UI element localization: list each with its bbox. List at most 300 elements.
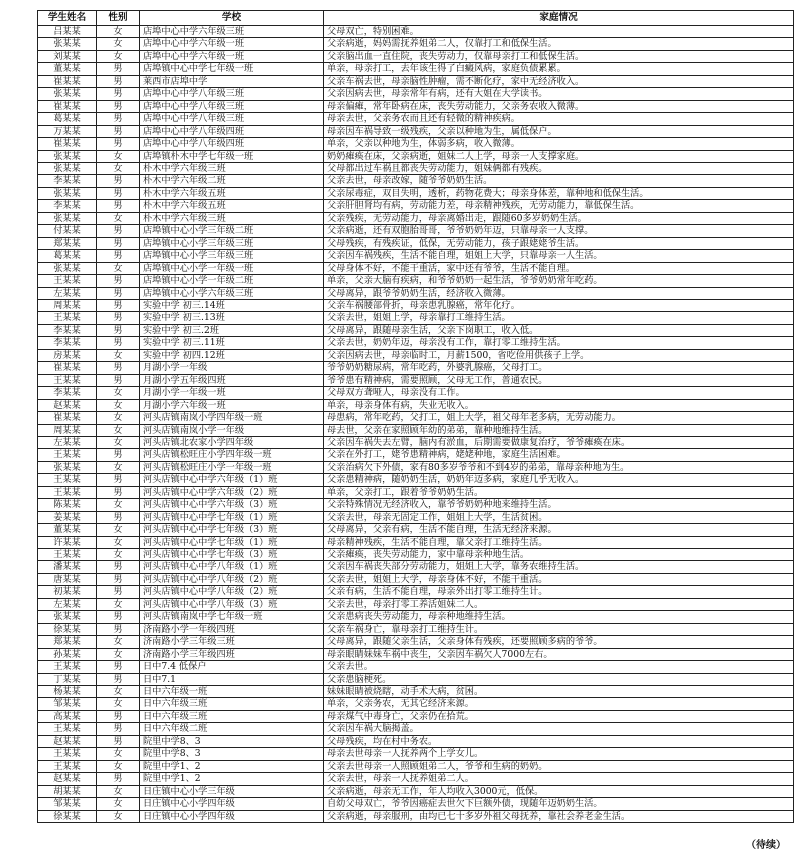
table-row (38, 760, 794, 772)
cell-family: 妹妹眼睛被烧瞎，动手术大病，贫困。 (324, 686, 794, 698)
cell-sex: 男 (97, 88, 140, 100)
cell-school: 月湖小学一年级 (140, 362, 324, 374)
cell-school: 河头店镇中心中学七年级（1）班 (140, 511, 324, 523)
cell-name: 张某某 (38, 611, 97, 623)
cell-name: 张某某 (38, 187, 97, 199)
cell-name: 王某某 (38, 723, 97, 735)
cell-school: 朴木中学六年级三班 (140, 162, 324, 174)
cell-family: 母患病，常年吃药，父打工，姐上大学，祖父母年老多病，无劳动能力。 (324, 412, 794, 424)
table-row (38, 299, 794, 311)
table-row (38, 511, 794, 523)
cell-school: 朴木中学六年级三班 (140, 212, 324, 224)
table-row (38, 549, 794, 561)
cell-name: 付某某 (38, 225, 97, 237)
cell-name: 万某某 (38, 125, 97, 137)
cell-sex: 女 (97, 686, 140, 698)
cell-school: 莱西市店埠中学 (140, 75, 324, 87)
cell-family: 父亲患病丧失劳动能力，母亲种地维持生活。 (324, 611, 794, 623)
cell-sex: 男 (97, 200, 140, 212)
table-row (38, 237, 794, 249)
cell-family: 父母离异，跟爷爷奶奶生活，经济收入微薄。 (324, 287, 794, 299)
cell-sex: 女 (97, 598, 140, 610)
table-row (38, 175, 794, 187)
cell-sex: 女 (97, 698, 140, 710)
cell-name: 邹某某 (38, 698, 97, 710)
cell-sex: 男 (97, 511, 140, 523)
cell-family: 父亲瘫痪，丧失劳动能力，家中靠母亲种地生活。 (324, 549, 794, 561)
cell-sex: 女 (97, 150, 140, 162)
cell-school: 济南路小学三年级四班 (140, 648, 324, 660)
cell-sex: 女 (97, 436, 140, 448)
cell-name: 董某某 (38, 63, 97, 75)
cell-school: 实验中学 初四.12班 (140, 349, 324, 361)
cell-family: 单亲，母亲打工，去年该生得了白癜风病，家庭负债累累。 (324, 63, 794, 75)
cell-name: 李某某 (38, 175, 97, 187)
continued-note: （待续） (746, 840, 786, 851)
cell-sex: 女 (97, 262, 140, 274)
cell-school: 河头店镇中心中学八年级（2）班 (140, 586, 324, 598)
cell-sex: 男 (97, 449, 140, 461)
cell-sex: 男 (97, 75, 140, 87)
table-row (38, 436, 794, 448)
cell-sex: 女 (97, 499, 140, 511)
table-row (38, 125, 794, 137)
table-row (38, 113, 794, 125)
cell-name: 张某某 (38, 88, 97, 100)
cell-sex: 女 (97, 349, 140, 361)
cell-family: 父母都出过车祸且都丧失劳动能力，姐妹俩都有残疾。 (324, 162, 794, 174)
cell-name: 李某某 (38, 337, 97, 349)
cell-school: 店埠镇中心小学三年级二班 (140, 225, 324, 237)
cell-family: 父亲去世，姐姐上大学，母亲身体不好，不能干重活。 (324, 573, 794, 585)
table-row (38, 773, 794, 785)
cell-name: 崔某某 (38, 412, 97, 424)
cell-school: 实验中学 初三.2班 (140, 324, 324, 336)
cell-family: 父亲车祸腰部骨折，母亲患乳腺癌，常年化疗。 (324, 299, 794, 311)
cell-sex: 女 (97, 524, 140, 536)
cell-sex: 男 (97, 138, 140, 150)
cell-sex: 女 (97, 162, 140, 174)
table-row (38, 374, 794, 386)
cell-name: 高某某 (38, 710, 97, 722)
cell-family: 母亲去世母亲一人抚养两个上学女儿。 (324, 748, 794, 760)
table-row (38, 486, 794, 498)
cell-school: 河头店镇中心中学六年级（2）班 (140, 486, 324, 498)
cell-family: 父亲病逝，母亲服刑，由均已七十多岁外祖父母抚养，靠社会养老金生活。 (324, 810, 794, 822)
cell-family: 父亲脑出血一直住院，丧失劳动力，仅靠母亲打工和低保生活。 (324, 50, 794, 62)
cell-family: 母亲眼睛妹妹车祸中丧生，父亲因车祸欠人7000左右。 (324, 648, 794, 660)
cell-family: 父亲残疾，无劳动能力，母亲离婚出走，跟随60多岁奶奶生活。 (324, 212, 794, 224)
cell-family: 母亲煤气中毒身亡，父亲仍在拾荒。 (324, 710, 794, 722)
cell-family: 父亲尿毒症，双目失明，透析，药物花费大；母亲身体差，靠种地和低保生活。 (324, 187, 794, 199)
header-school: 学校 (140, 11, 324, 26)
cell-sex: 男 (97, 225, 140, 237)
cell-school: 实验中学 初三.14班 (140, 299, 324, 311)
cell-family: 父亲去世，母亲改嫁，随爷爷奶奶生活。 (324, 175, 794, 187)
cell-school: 日中7.1 (140, 673, 324, 685)
cell-school: 日中六年级一班 (140, 686, 324, 698)
cell-school: 实验中学 初三.11班 (140, 337, 324, 349)
table-row (38, 748, 794, 760)
cell-sex: 男 (97, 250, 140, 262)
cell-family: 父亲去世，母亲打零工养活姐妹二人。 (324, 598, 794, 610)
cell-school: 河头店镇松旺庄小学一年级一班 (140, 461, 324, 473)
cell-sex: 男 (97, 623, 140, 635)
cell-school: 月湖小学五年级四班 (140, 374, 324, 386)
cell-sex: 男 (97, 573, 140, 585)
cell-family: 自幼父母双亡，爷爷因癌症去世欠下巨额外债，现随年迈奶奶生活。 (324, 798, 794, 810)
cell-name: 王某某 (38, 374, 97, 386)
cell-name: 左某某 (38, 598, 97, 610)
cell-sex: 女 (97, 412, 140, 424)
cell-family: 父亲因病去世，母亲常年有病，还有大姐在大学读书。 (324, 88, 794, 100)
cell-sex: 男 (97, 773, 140, 785)
cell-sex: 男 (97, 337, 140, 349)
cell-name: 孙某某 (38, 648, 97, 660)
table-row (38, 598, 794, 610)
table-row (38, 324, 794, 336)
cell-name: 赵某某 (38, 399, 97, 411)
cell-name: 葛某某 (38, 250, 97, 262)
cell-school: 日庄镇中心小学四年级 (140, 810, 324, 822)
cell-name: 刘某某 (38, 50, 97, 62)
table-row (38, 698, 794, 710)
cell-school: 月湖小学六年级一班 (140, 399, 324, 411)
cell-family: 父母离异，跟随母亲生活，父亲下岗职工，收入低。 (324, 324, 794, 336)
table-row (38, 810, 794, 822)
cell-sex: 男 (97, 661, 140, 673)
cell-family: 父亲在外打工，姥爷患精神病，姥姥种地，家庭生活困难。 (324, 449, 794, 461)
student-table (37, 10, 794, 823)
cell-school: 河头店镇中心中学七年级（3）班 (140, 549, 324, 561)
cell-family: 奶奶瘫痪在床，父亲病逝，姐妹二人上学，母亲一人支撑家庭。 (324, 150, 794, 162)
cell-school: 店埠镇中心小学三年级三班 (140, 237, 324, 249)
cell-name: 王某某 (38, 549, 97, 561)
cell-name: 李某某 (38, 200, 97, 212)
cell-school: 日中六年级三班 (140, 698, 324, 710)
cell-family: 父母残疾，均在村中务农。 (324, 735, 794, 747)
cell-family: 父母双亡，特别困难。 (324, 26, 794, 38)
table-row (38, 63, 794, 75)
cell-name: 赵某某 (38, 773, 97, 785)
table-row (38, 499, 794, 511)
table-row (38, 50, 794, 62)
cell-family: 父亲有病，生活不能自理，母亲外出打零工维持生计。 (324, 586, 794, 598)
cell-sex: 男 (97, 474, 140, 486)
table-row (38, 723, 794, 735)
table-row (38, 100, 794, 112)
table-row (38, 399, 794, 411)
cell-family: 父亲因车祸大脑揭盖。 (324, 723, 794, 735)
table-row (38, 686, 794, 698)
cell-school: 月湖小学一年级一班 (140, 387, 324, 399)
cell-sex: 女 (97, 549, 140, 561)
cell-sex: 男 (97, 586, 140, 598)
cell-sex: 男 (97, 299, 140, 311)
cell-name: 张某某 (38, 162, 97, 174)
table-row (38, 561, 794, 573)
header-sex: 性别 (97, 11, 140, 26)
cell-sex: 男 (97, 237, 140, 249)
cell-family: 父亲去世，姐姐上学，母亲靠打工维持生活。 (324, 312, 794, 324)
cell-sex: 女 (97, 648, 140, 660)
cell-school: 店埠中心中学八年级三班 (140, 100, 324, 112)
cell-school: 店埠中心中学八年级四班 (140, 125, 324, 137)
table-row (38, 225, 794, 237)
cell-name: 陈某某 (38, 499, 97, 511)
cell-school: 河头店镇中心中学六年级（1）班 (140, 474, 324, 486)
table-row (38, 449, 794, 461)
cell-family: 父亲去世，奶奶年迈，母亲没有工作，靠打零工维持生活。 (324, 337, 794, 349)
table-row (38, 798, 794, 810)
table-row (38, 187, 794, 199)
table-row (38, 88, 794, 100)
table-row (38, 573, 794, 585)
table-row (38, 785, 794, 797)
cell-school: 日中六年级二班 (140, 723, 324, 735)
cell-name: 张某某 (38, 461, 97, 473)
table-row (38, 287, 794, 299)
cell-school: 店埠镇中心中学七年级一班 (140, 63, 324, 75)
cell-family: 单亲，母亲身体有病，失业无收入。 (324, 399, 794, 411)
table-row (38, 673, 794, 685)
table-row (38, 461, 794, 473)
cell-school: 河头店镇中心中学八年级（2）班 (140, 573, 324, 585)
cell-school: 日中7.4 低保户 (140, 661, 324, 673)
cell-school: 店埠中心中学六年级一班 (140, 50, 324, 62)
cell-name: 徐某某 (38, 623, 97, 635)
header-name: 学生姓名 (38, 11, 97, 26)
cell-sex: 男 (97, 125, 140, 137)
table-row (38, 586, 794, 598)
cell-family: 父亲因车祸残疾，生活不能自理，姐姐上大学，只靠母亲一人生活。 (324, 250, 794, 262)
cell-family: 单亲，父亲大脑有疾病，和爷爷奶奶一起生活，爷爷奶奶常年吃药。 (324, 275, 794, 287)
cell-family: 父亲病逝，母亲无工作，年人均收入3000元，低保。 (324, 785, 794, 797)
cell-school: 店埠镇朴木中学七年级一班 (140, 150, 324, 162)
table-row (38, 387, 794, 399)
table-row (38, 661, 794, 673)
cell-school: 店埠镇中心小学一年级一班 (140, 262, 324, 274)
cell-family: 父亲因车祸丧失部分劳动能力，姐姐上大学，靠务农维持生活。 (324, 561, 794, 573)
cell-name: 潘某某 (38, 561, 97, 573)
cell-school: 日中六年级三班 (140, 710, 324, 722)
cell-name: 左某某 (38, 436, 97, 448)
cell-family: 父亲去世。 (324, 661, 794, 673)
cell-sex: 女 (97, 785, 140, 797)
cell-family: 父亲肝胆肾均有病，劳动能力差，母亲精神残疾，无劳动能力，靠低保生活。 (324, 200, 794, 212)
cell-name: 张某某 (38, 212, 97, 224)
cell-name: 房某某 (38, 349, 97, 361)
cell-sex: 男 (97, 63, 140, 75)
cell-family: 父亲因病去世，母亲临时工，月薪1500，省吃俭用供孩子上学。 (324, 349, 794, 361)
cell-sex: 女 (97, 38, 140, 50)
cell-name: 崔某某 (38, 75, 97, 87)
table-row (38, 474, 794, 486)
cell-name: 左某某 (38, 287, 97, 299)
table-row (38, 75, 794, 87)
cell-name: 邹某某 (38, 798, 97, 810)
table-row (38, 735, 794, 747)
cell-school: 院里中学8、3 (140, 735, 324, 747)
cell-family: 父亲因车祸失去左臂，脑内有淤血，后期需要做康复治疗，爷爷瘫痪在床。 (324, 436, 794, 448)
table-row (38, 710, 794, 722)
table-row (38, 412, 794, 424)
cell-family: 父母残疾，有残疾证，低保，无劳动能力，孩子跟姥姥爷生活。 (324, 237, 794, 249)
cell-name: 王某某 (38, 474, 97, 486)
cell-family: 单亲，父亲以种地为生，体弱多病，收入微薄。 (324, 138, 794, 150)
cell-sex: 男 (97, 710, 140, 722)
cell-sex: 男 (97, 275, 140, 287)
table-row (38, 138, 794, 150)
cell-school: 店埠中心中学八年级四班 (140, 138, 324, 150)
cell-school: 店埠镇中心小学一年级二班 (140, 275, 324, 287)
cell-sex: 男 (97, 735, 140, 747)
cell-family: 母亲去世，父亲务农而且还有轻微的精神疾病。 (324, 113, 794, 125)
cell-family: 父母离异，跟随父亲生活，父亲身体有残疾，还要照顾多病的爷爷。 (324, 636, 794, 648)
cell-school: 河头店镇南岚小学一年级 (140, 424, 324, 436)
cell-sex: 男 (97, 561, 140, 573)
cell-sex: 女 (97, 424, 140, 436)
cell-name: 许某某 (38, 536, 97, 548)
cell-sex: 男 (97, 312, 140, 324)
table-row (38, 275, 794, 287)
cell-sex: 女 (97, 387, 140, 399)
cell-name: 唐某某 (38, 573, 97, 585)
cell-sex: 男 (97, 324, 140, 336)
table-row (38, 200, 794, 212)
table-row (38, 162, 794, 174)
cell-name: 姜某某 (38, 511, 97, 523)
cell-sex: 女 (97, 636, 140, 648)
table-row (38, 424, 794, 436)
cell-family: 父亲去世母亲一人照顾姐弟二人，爷爷和生病的奶奶。 (324, 760, 794, 772)
header-family: 家庭情况 (324, 11, 794, 26)
cell-name: 丁某某 (38, 673, 97, 685)
cell-school: 河头店镇南岚中学七年级一班 (140, 611, 324, 623)
cell-school: 河头店镇中心中学八年级（1）班 (140, 561, 324, 573)
cell-name: 郑某某 (38, 636, 97, 648)
cell-school: 店埠镇中心小学六年级三班 (140, 287, 324, 299)
cell-family: 单亲，父亲务农，无其它经济来源。 (324, 698, 794, 710)
table-row (38, 150, 794, 162)
cell-family: 父亲患精神病，随奶奶生活，奶奶年迈多病，家庭几乎无收入。 (324, 474, 794, 486)
table-row (38, 524, 794, 536)
cell-school: 院里中学1、2 (140, 760, 324, 772)
cell-school: 济南路小学三年级三班 (140, 636, 324, 648)
cell-name: 张某某 (38, 38, 97, 50)
table-row (38, 611, 794, 623)
cell-school: 朴木中学六年级五班 (140, 187, 324, 199)
cell-school: 河头店镇南岚小学四年级一班 (140, 412, 324, 424)
cell-sex: 男 (97, 486, 140, 498)
cell-school: 店埠中心中学六年级一班 (140, 38, 324, 50)
cell-name: 崔某某 (38, 362, 97, 374)
cell-sex: 男 (97, 374, 140, 386)
cell-school: 河头店镇中心中学八年级（3）班 (140, 598, 324, 610)
cell-family: 父亲治病欠下外债，家有80多岁爷爷和不到4岁的弟弟，靠母亲种地为生。 (324, 461, 794, 473)
table-row (38, 623, 794, 635)
cell-family: 父亲病逝，还有双胞胎哥哥，爷爷奶奶年迈，只靠母亲一人支撑。 (324, 225, 794, 237)
table-row (38, 250, 794, 262)
cell-school: 院里中学1、2 (140, 773, 324, 785)
cell-name: 崔某某 (38, 138, 97, 150)
table-row (38, 26, 794, 38)
cell-name: 董某某 (38, 524, 97, 536)
cell-family: 母亲精神残疾，生活不能自理，靠父亲打工维持生活。 (324, 536, 794, 548)
cell-school: 朴木中学六年级二班 (140, 175, 324, 187)
cell-name: 王某某 (38, 661, 97, 673)
cell-name: 王某某 (38, 748, 97, 760)
cell-school: 店埠中心中学八年级三班 (140, 113, 324, 125)
cell-family: 父亲特殊情况无经济收入，靠爷爷奶奶种地来维持生活。 (324, 499, 794, 511)
cell-sex: 女 (97, 798, 140, 810)
cell-school: 实验中学 初三.13班 (140, 312, 324, 324)
cell-family: 爷爷奶奶糖尿病，常年吃药，外婆乳腺癌，父母打工。 (324, 362, 794, 374)
table-row (38, 636, 794, 648)
table-row (38, 337, 794, 349)
cell-family: 父亲去世，母亲无固定工作，姐姐上大学，生活贫困。 (324, 511, 794, 523)
table-row (38, 349, 794, 361)
cell-sex: 男 (97, 611, 140, 623)
cell-name: 王某某 (38, 312, 97, 324)
cell-school: 日庄镇中心小学三年级 (140, 785, 324, 797)
table-row (38, 362, 794, 374)
cell-sex: 男 (97, 113, 140, 125)
cell-name: 王某某 (38, 760, 97, 772)
cell-sex: 女 (97, 399, 140, 411)
cell-sex: 女 (97, 810, 140, 822)
cell-family: 父母身体不好，不能干重活，家中还有爷爷，生活不能自理。 (324, 262, 794, 274)
table-row (38, 212, 794, 224)
cell-name: 徐某某 (38, 810, 97, 822)
cell-sex: 男 (97, 362, 140, 374)
cell-sex: 女 (97, 760, 140, 772)
cell-family: 母亲因车祸导致一级残疾，父亲以种地为生，属低保户。 (324, 125, 794, 137)
cell-sex: 女 (97, 26, 140, 38)
table-row (38, 648, 794, 660)
cell-name: 王某某 (38, 486, 97, 498)
cell-family: 父亲病逝，妈妈需抚养姐弟二人，仅靠打工和低保生活。 (324, 38, 794, 50)
cell-family: 母亲偏瘫，常年卧病在床，丧失劳动能力，父亲务农收入微薄。 (324, 100, 794, 112)
cell-name: 王某某 (38, 449, 97, 461)
cell-school: 店埠中心中学六年级三班 (140, 26, 324, 38)
cell-family: 单亲，父亲打工，跟着爷爷奶奶生活。 (324, 486, 794, 498)
cell-sex: 女 (97, 50, 140, 62)
cell-name: 张某某 (38, 150, 97, 162)
cell-sex: 女 (97, 212, 140, 224)
cell-sex: 男 (97, 175, 140, 187)
header-row (38, 11, 794, 26)
cell-school: 河头店镇松旺庄小学四年级一班 (140, 449, 324, 461)
cell-name: 李某某 (38, 387, 97, 399)
cell-name: 胡某某 (38, 785, 97, 797)
cell-name: 周某某 (38, 299, 97, 311)
cell-family: 父亲车祸去世，母亲脑性肿瘤，需不断化疗，家中无经济收入。 (324, 75, 794, 87)
cell-name: 李某某 (38, 324, 97, 336)
cell-name: 初某某 (38, 586, 97, 598)
cell-sex: 男 (97, 673, 140, 685)
cell-name: 周某某 (38, 424, 97, 436)
cell-sex: 男 (97, 723, 140, 735)
table-row (38, 38, 794, 50)
cell-sex: 女 (97, 748, 140, 760)
cell-family: 父亲患脑梗死。 (324, 673, 794, 685)
table-body (38, 26, 794, 823)
cell-sex: 男 (97, 187, 140, 199)
cell-family: 爷爷患有精神病，需要照顾，父母无工作，普通农民。 (324, 374, 794, 386)
cell-name: 葛某某 (38, 113, 97, 125)
cell-sex: 男 (97, 287, 140, 299)
